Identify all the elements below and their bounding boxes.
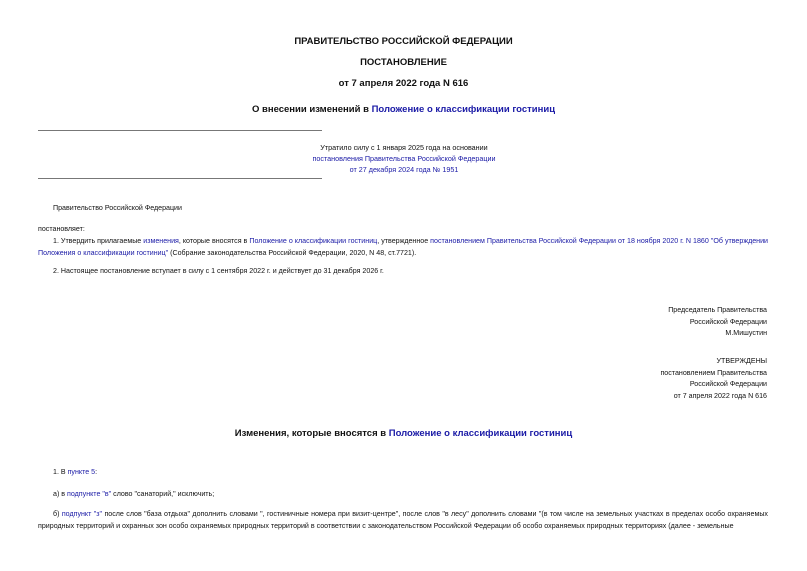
repeal-decree-link[interactable]: постановления Правительства Российской Федерации [312,154,496,163]
approval-line-2: постановлением Правительства [660,368,767,377]
changes-title-prefix: Изменения, которые вносятся в [234,428,389,439]
document-title [0,104,807,115]
approval-line-3: Российской Федерации [689,380,767,388]
change-item-b-text: б) [53,510,62,518]
item-1-text: 1. Утвердить прилагаемые [53,237,144,245]
change-item-1-end: : [95,468,98,476]
item-1-paragraph [38,235,768,259]
document-date-number: от 7 апреля 2022 года N 616 [338,78,469,89]
point-5-link[interactable]: пункте 5 [67,468,96,476]
regulation-link[interactable]: Положение о классификации гостиниц [249,237,378,245]
item-1-text-4: (Собрание законодательства Российской Федерации, 2020, N 48, ст.7721). [168,249,417,257]
decree-1860-link[interactable]: постановлением Правительства Российской Федерации от 18 ноября 2020 г. N 1860 "Об утверждении Положения о классификации гостиниц" [38,237,768,257]
item-1-text-2: , которые вносятся в [178,237,250,245]
approval-date: от 7 апреля 2022 года N 616 [673,391,767,400]
change-item-a [53,488,214,500]
approval-block [660,356,767,402]
changes-link[interactable]: изменения [143,237,179,245]
change-item-b-end: после слов "база отдыха" дополнить словами ", гостиничные номера при визит-центре", после слов "в лесу" дополнить словами "(в том числе на земельных участках в пределах особо охраняемых природных территорий и охранных зон особо охраняемых природных территорий в соответствии с законодательством Российской Федерации об особо охраняемых природных территориях (далее - земельные [38,510,768,530]
item-2-paragraph: 2. Настоящее постановление вступает в силу с 1 сентября 2022 г. и действует до 31 декабря 2026 г. [53,267,384,275]
signature-title: Председатель Правительства [668,306,767,314]
signature-country: Российской Федерации [689,317,767,326]
document-type: ПОСТАНОВЛЕНИЕ [360,57,447,68]
changes-regulation-link[interactable]: Положение о классификации гостиниц [388,428,573,439]
bottom-divider [38,178,322,179]
government-intro: Правительство Российской Федерации [53,204,182,212]
document-title-prefix: О внесении изменений в [251,104,372,115]
expiry-notice-text: Утратило силу с 1 января 2025 года на основании [320,143,488,152]
change-item-b [38,508,768,532]
decrees-word: постановляет: [38,225,85,233]
expiry-notice [38,142,770,175]
subpoint-v-link[interactable]: подпункте "в" [67,490,112,498]
change-item-1-text: 1. В [53,468,68,476]
government-heading: ПРАВИТЕЛЬСТВО РОССИЙСКОЙ ФЕДЕРАЦИИ [294,36,513,47]
top-divider [38,130,322,131]
change-item-a-end: слово "санаторий," исключить; [111,490,215,498]
change-item-a-text: а) в [53,490,68,498]
change-item-1 [53,466,97,478]
subpoint-z-link[interactable]: подпункт "з" [61,510,103,518]
item-1-text-3: , утвержденное [377,237,431,245]
repeal-decree-date-link[interactable]: от 27 декабря 2024 года № 1951 [349,165,459,174]
classification-regulation-link[interactable]: Положение о классификации гостиниц [371,104,556,115]
signature-block [668,305,767,340]
changes-title [0,428,807,439]
signature-name: М.Мишустин [725,329,767,337]
approval-heading: УТВЕРЖДЕНЫ [716,357,767,365]
